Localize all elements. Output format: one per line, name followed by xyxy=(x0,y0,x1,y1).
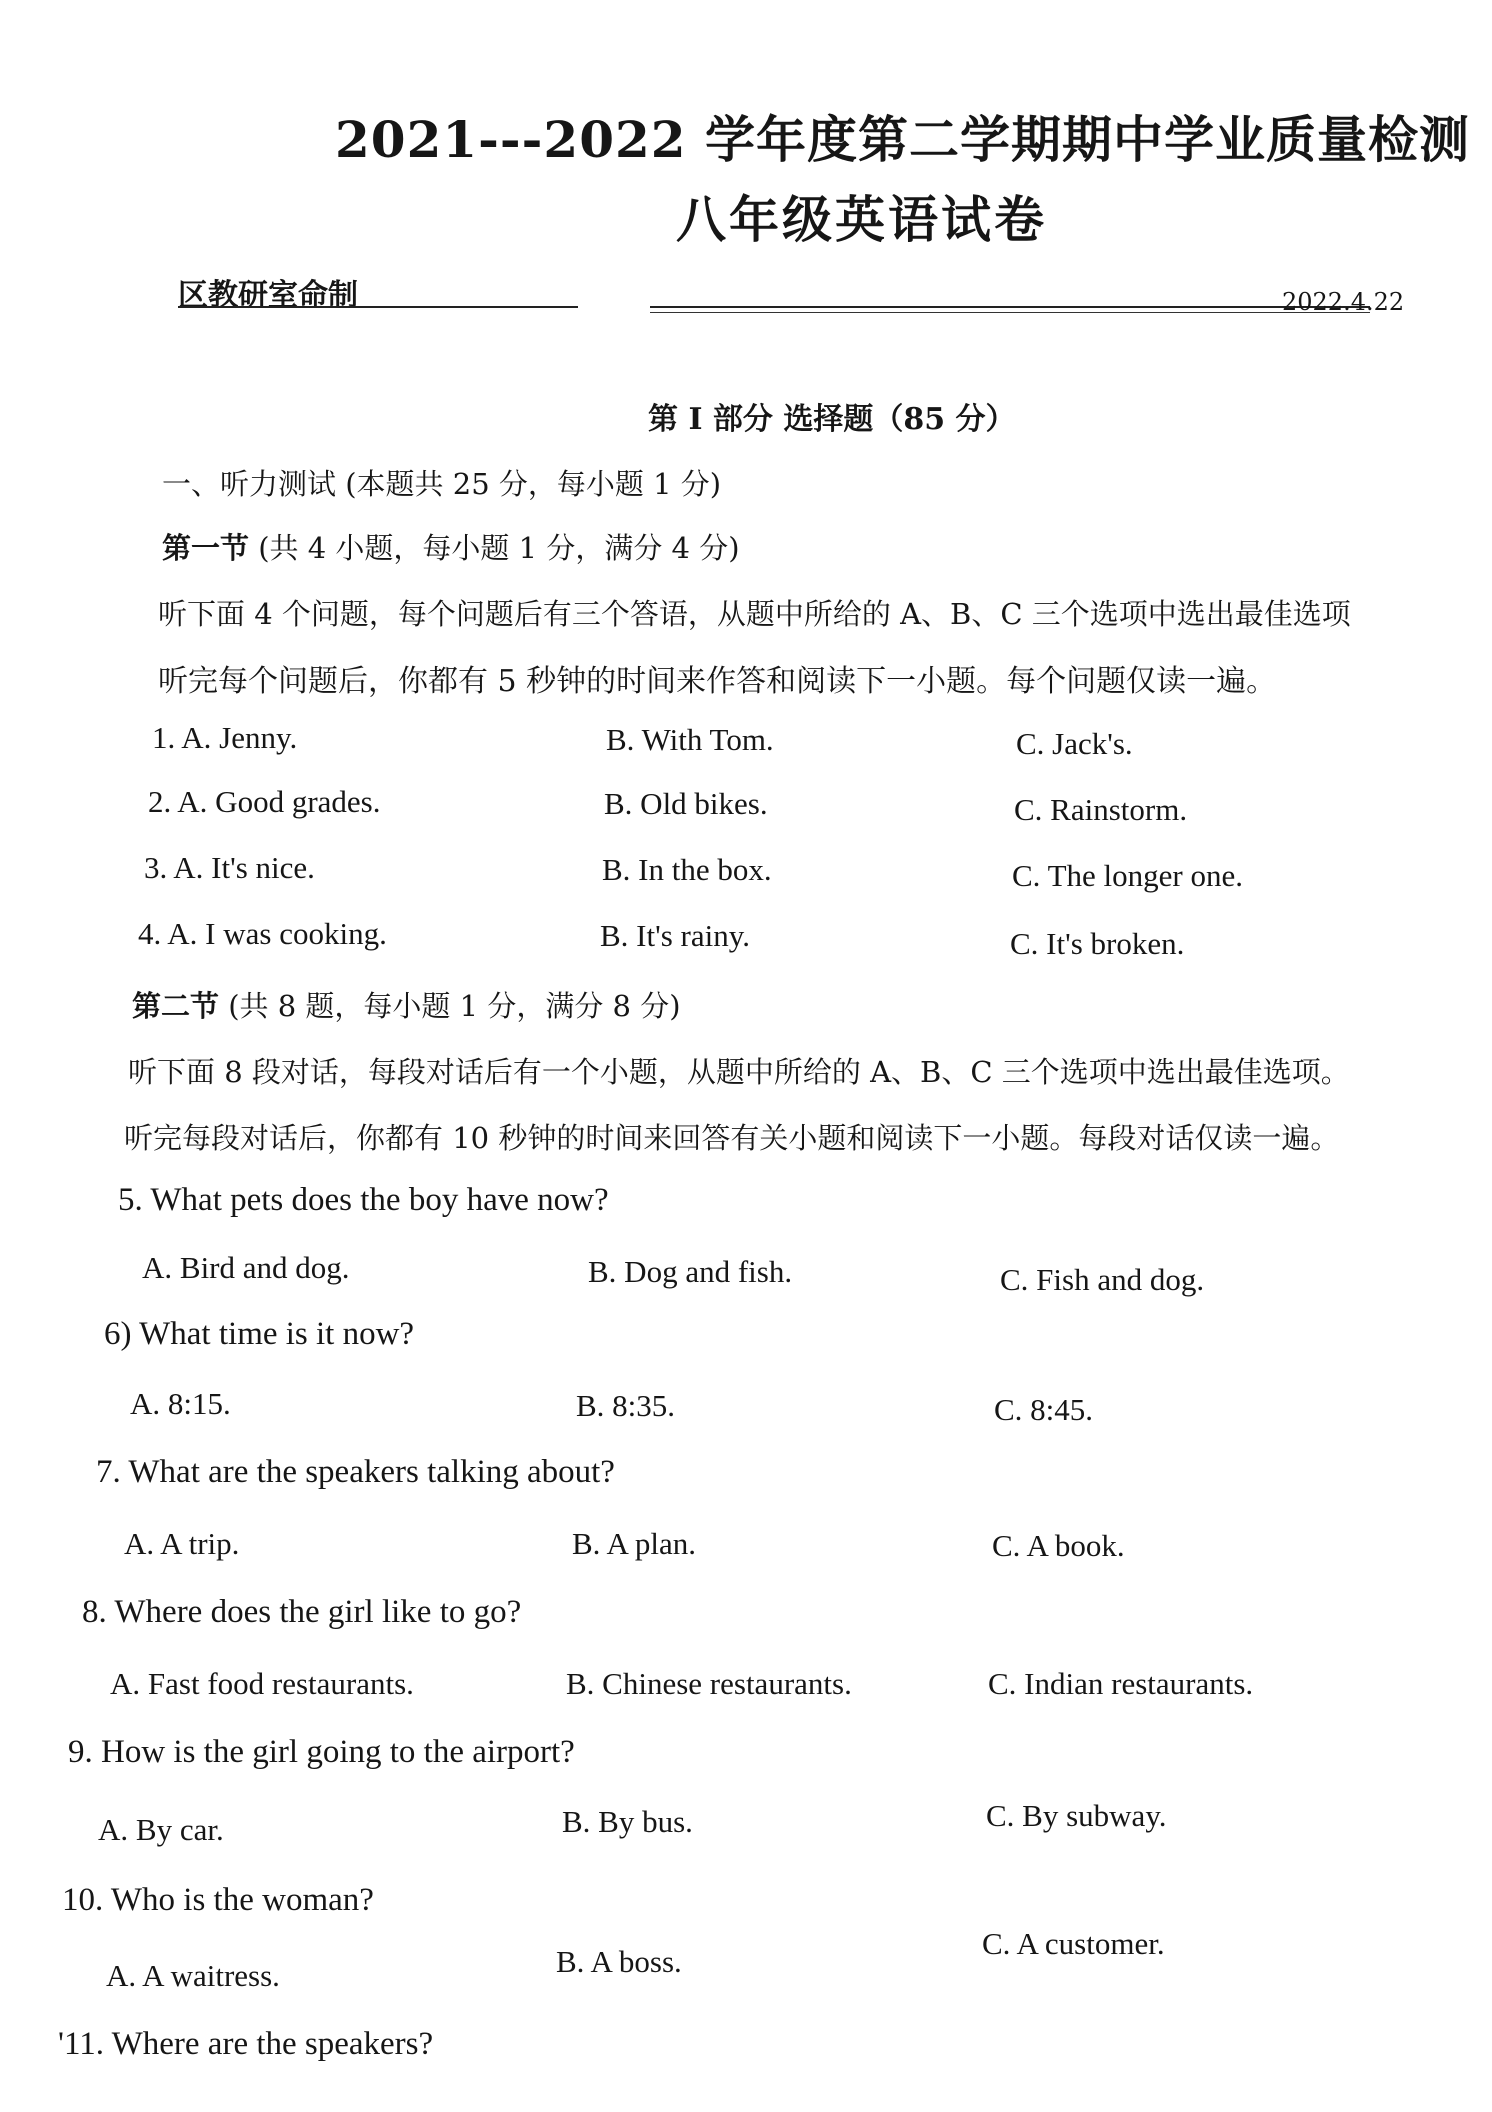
q7-option-c: C. A book. xyxy=(992,1528,1125,1563)
section2-instructions-1: 听下面 8 段对话，每段对话后有一个小题，从题中所给的 A、B、C 三个选项中选出最佳选项。 xyxy=(128,1055,1350,1089)
q3-option-a: 3. A. It's nice. xyxy=(144,850,315,885)
q11-stem: '11. Where are the speakers? xyxy=(58,2026,434,2062)
section1-heading xyxy=(162,526,740,567)
q5-option-c: C. Fish and dog. xyxy=(1000,1262,1205,1297)
q8-option-a: A. Fast food restaurants. xyxy=(110,1666,414,1701)
q1-option-a: 1. A. Jenny. xyxy=(152,720,298,755)
q1-option-c: C. Jack's. xyxy=(1016,726,1133,761)
section1-instructions-2: 听完每个问题后，你都有 5 秒钟的时间来作答和阅读下一小题。每个问题仅读一遍。 xyxy=(158,664,1277,699)
q9-option-b: B. By bus. xyxy=(562,1804,693,1839)
issuer-label: 区教研室命制 xyxy=(178,278,358,313)
exam-subtitle: 八年级英语试卷 xyxy=(676,190,1047,249)
q8-option-c: C. Indian restaurants. xyxy=(988,1666,1254,1701)
q9-option-c: C. By subway. xyxy=(986,1798,1167,1833)
q2-option-a: 2. A. Good grades. xyxy=(148,784,381,819)
q6-option-a: A. 8:15. xyxy=(130,1386,231,1421)
q10-option-c: C. A customer. xyxy=(982,1926,1165,1961)
q4-option-c: C. It's broken. xyxy=(1010,926,1185,961)
q9-option-a: A. By car. xyxy=(98,1812,224,1847)
q7-stem: 7. What are the speakers talking about? xyxy=(96,1454,615,1490)
q8-stem: 8. Where does the girl like to go? xyxy=(82,1594,522,1630)
q4-option-a: 4. A. I was cooking. xyxy=(138,916,387,951)
q4-option-b: B. It's rainy. xyxy=(600,918,750,953)
listening-heading: 一、听力测试 (本题共 25 分，每小题 1 分) xyxy=(162,467,722,501)
q10-option-a: A. A waitress. xyxy=(106,1958,280,1993)
q5-stem: 5. What pets does the boy have now? xyxy=(118,1182,609,1218)
q8-option-b: B. Chinese restaurants. xyxy=(566,1666,852,1701)
q9-stem: 9. How is the girl going to the airport? xyxy=(68,1734,575,1770)
q2-option-c: C. Rainstorm. xyxy=(1014,792,1188,827)
q7-option-a: A. A trip. xyxy=(124,1526,240,1561)
q6-option-b: B. 8:35. xyxy=(576,1388,676,1423)
q1-option-b: B. With Tom. xyxy=(606,722,774,757)
header-rule xyxy=(650,306,1370,308)
q10-option-b: B. A boss. xyxy=(556,1944,682,1979)
q7-option-b: B. A plan. xyxy=(572,1526,697,1561)
q3-option-c: C. The longer one. xyxy=(1012,858,1244,893)
q3-option-b: B. In the box. xyxy=(602,852,772,887)
q6-stem: 6) What time is it now? xyxy=(104,1316,415,1352)
section1-info: (共 4 小题，每小题 1 分，满分 4 分) xyxy=(258,531,740,565)
q2-option-b: B. Old bikes. xyxy=(604,786,768,821)
section1-instructions-1: 听下面 4 个问题，每个问题后有三个答语，从题中所给的 A、B、C 三个选项中选出最佳选项 xyxy=(158,597,1351,631)
q10-stem: 10. Who is the woman? xyxy=(62,1882,374,1918)
q5-option-b: B. Dog and fish. xyxy=(588,1254,793,1289)
q5-option-a: A. Bird and dog. xyxy=(142,1250,350,1285)
section2-label: 第二节 xyxy=(132,989,220,1023)
section2-instructions-2: 听完每段对话后，你都有 10 秒钟的时间来回答有关小题和阅读下一小题。每段对话仅读一遍。 xyxy=(124,1121,1340,1155)
exam-title: 2021---2022 学年度第二学期期中学业质量检测 xyxy=(335,110,1470,169)
exam-date: 2022.4.22 xyxy=(1282,288,1405,316)
section2-info: (共 8 题，每小题 1 分，满分 8 分) xyxy=(228,989,681,1023)
header-rule-double xyxy=(650,312,1370,313)
section2-heading xyxy=(132,984,681,1025)
q6-option-c: C. 8:45. xyxy=(994,1392,1094,1427)
section1-label: 第一节 xyxy=(162,531,250,565)
part-title: 第 I 部分 选择题（85 分） xyxy=(648,402,1016,437)
issuer-underline xyxy=(178,306,578,308)
